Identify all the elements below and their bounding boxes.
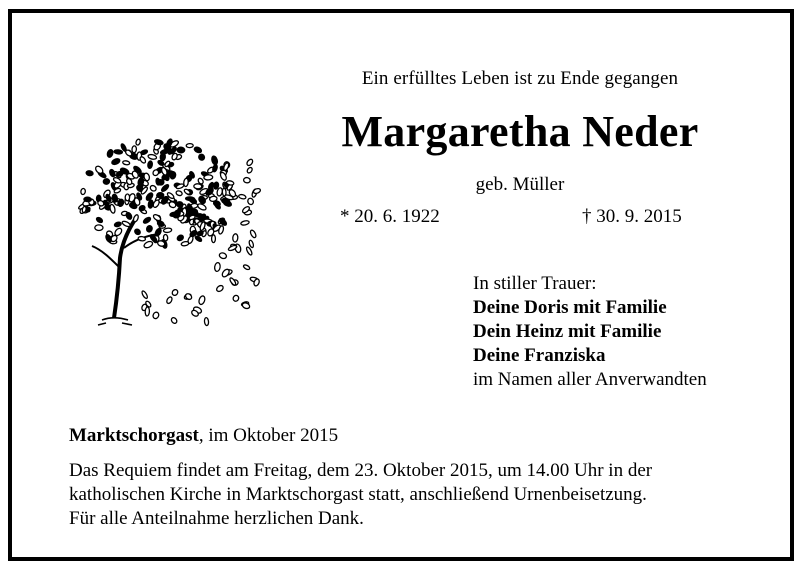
deceased-name: Margaretha Neder	[341, 107, 699, 156]
intro-line: Ein erfülltes Leben ist zu Ende gegangen	[361, 68, 679, 89]
place-name: Marktschorgast	[69, 425, 199, 446]
place-date-line	[69, 425, 338, 447]
windblown-tree-icon	[62, 118, 262, 338]
service-info	[69, 459, 759, 531]
mourners-block	[473, 272, 707, 392]
death-date: † 30. 9. 2015	[582, 206, 682, 227]
mourner-line: Dein Heinz mit Familie	[473, 321, 662, 342]
date-text: , im Oktober 2015	[198, 425, 339, 446]
service-text-line: katholischen Kirche in Marktschorgast statt, anschließend Urnenbeisetzung.	[69, 484, 647, 505]
mourners-closing: im Namen aller Anverwandten	[473, 369, 707, 390]
mourner-line: Deine Doris mit Familie	[473, 297, 667, 318]
service-text-line: Das Requiem findet am Freitag, dem 23. Oktober 2015, um 14.00 Uhr in der	[69, 460, 653, 481]
maiden-name: geb. Müller	[475, 174, 565, 195]
birth-date: * 20. 6. 1922	[340, 206, 440, 227]
service-text-line: Für alle Anteilnahme herzlichen Dank.	[69, 508, 364, 529]
mourner-line: Deine Franziska	[473, 345, 606, 366]
mourners-heading: In stiller Trauer:	[473, 273, 597, 294]
